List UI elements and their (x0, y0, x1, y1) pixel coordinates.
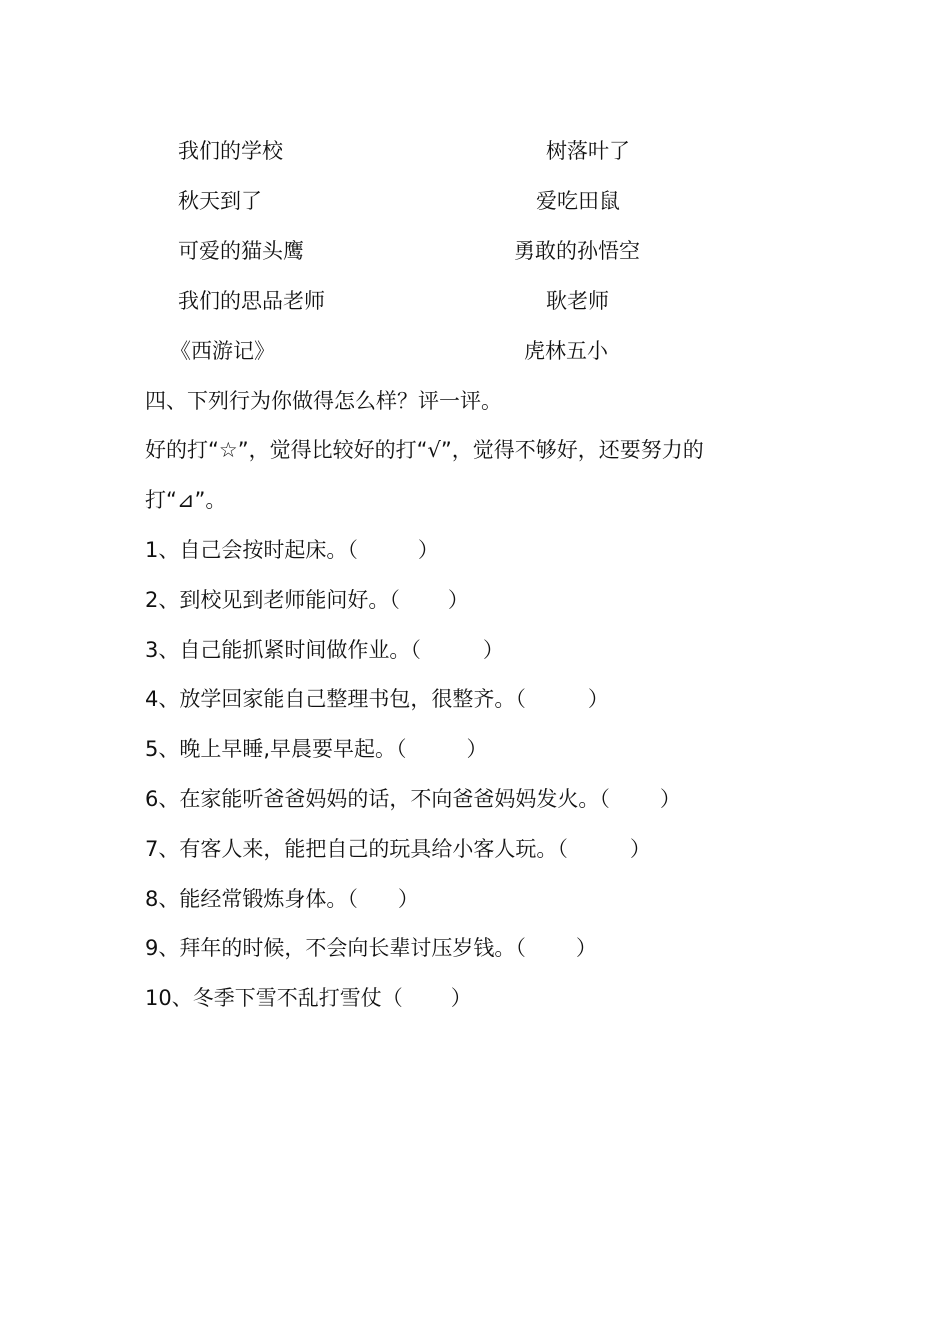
item-text: 8、能经常锻炼身体。（ (145, 887, 358, 911)
pair-left: 我们的思品老师 (178, 289, 325, 313)
item-close: ） (575, 936, 597, 960)
pair-row (0, 334, 950, 368)
pair-right: 爱吃田鼠 (536, 189, 620, 213)
pair-row (0, 184, 950, 218)
item-text: 2、到校见到老师能问好。（ (145, 588, 400, 612)
list-item (145, 533, 439, 567)
pair-row (0, 284, 950, 318)
item-text: 10、冬季下雪不乱打雪仗（ (145, 986, 403, 1010)
pair-row (0, 134, 950, 168)
item-close: ） (482, 638, 504, 662)
pair-right: 勇敢的孙悟空 (514, 239, 640, 263)
pair-right: 耿老师 (546, 289, 609, 313)
item-text: 3、自己能抓紧时间做作业。（ (145, 638, 421, 662)
item-text: 5、晚上早睡,早晨要早起。（ (145, 737, 407, 761)
item-text: 4、放学回家能自己整理书包，很整齐。（ (145, 687, 526, 711)
list-item (145, 882, 419, 916)
list-item (145, 583, 469, 617)
item-close: ） (587, 687, 609, 711)
instruction-line: 好的打“☆”，觉得比较好的打“√”，觉得不够好，还要努力的 (145, 438, 704, 462)
list-item (145, 782, 681, 816)
item-close: ） (397, 887, 419, 911)
pair-right: 虎林五小 (524, 339, 608, 363)
item-close: ） (629, 837, 651, 861)
item-close: ） (450, 986, 472, 1010)
list-item (145, 931, 597, 965)
item-close: ） (417, 538, 439, 562)
list-item (145, 633, 504, 667)
item-text: 9、拜年的时候，不会向长辈讨压岁钱。（ (145, 936, 526, 960)
item-text: 7、有客人来，能把自己的玩具给小客人玩。（ (145, 837, 568, 861)
pair-row (0, 234, 950, 268)
pair-left: 《西游记》 (170, 339, 275, 363)
list-item (145, 682, 609, 716)
pair-left: 可爱的猫头鹰 (178, 239, 304, 263)
pair-right: 树落叶了 (546, 139, 630, 163)
item-close: ） (447, 588, 469, 612)
list-item (145, 732, 488, 766)
item-close: ） (659, 787, 681, 811)
instruction-line: 打“⊿”。 (145, 488, 227, 512)
pair-left: 秋天到了 (178, 189, 262, 213)
item-text: 6、在家能听爸爸妈妈的话，不向爸爸妈妈发火。（ (145, 787, 610, 811)
pair-left: 我们的学校 (178, 139, 283, 163)
list-item (145, 832, 651, 866)
section-heading: 四、下列行为你做得怎么样？评一评。 (145, 389, 502, 413)
list-item (145, 981, 472, 1015)
item-text: 1、自己会按时起床。（ (145, 538, 358, 562)
item-close: ） (466, 737, 488, 761)
